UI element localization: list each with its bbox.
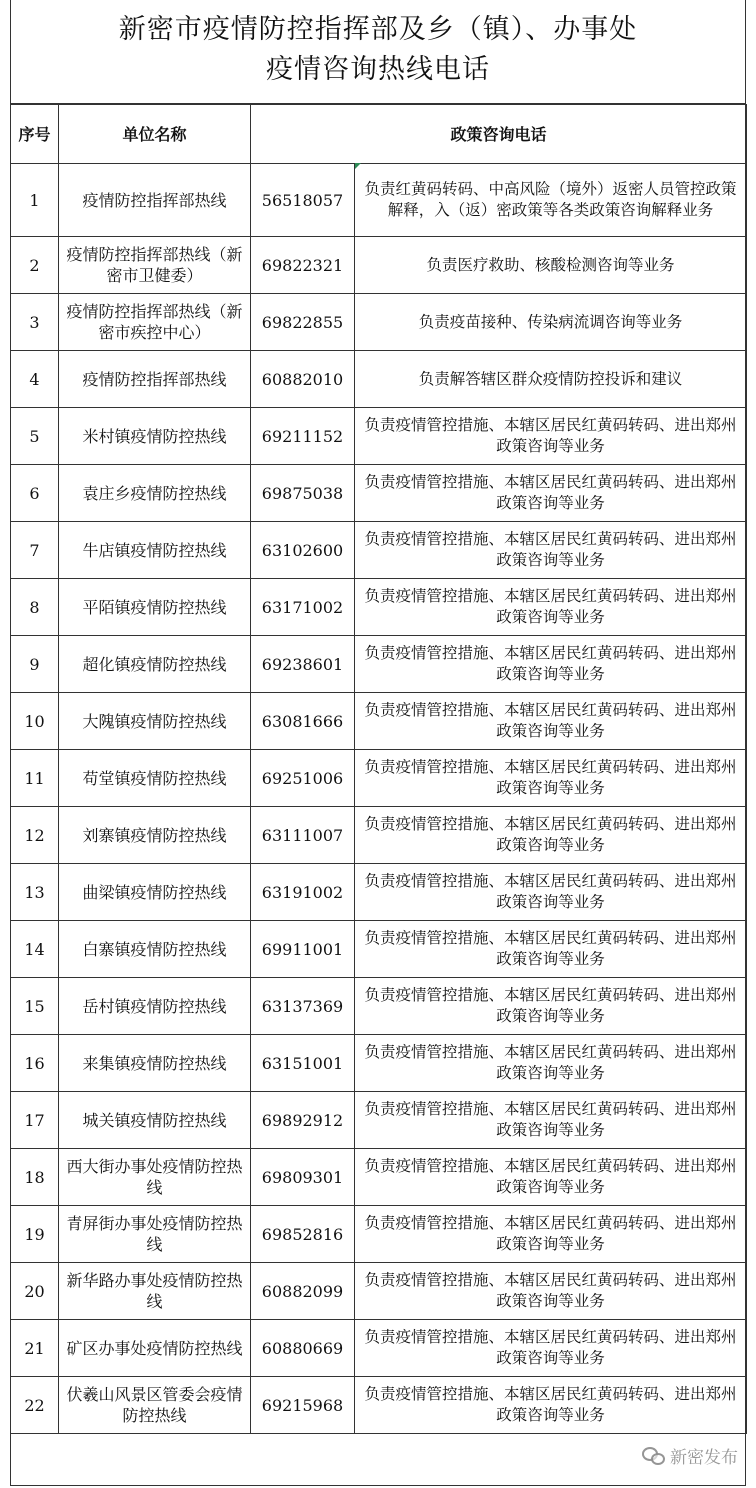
cell-policy: 负责医疗救助、核酸检测咨询等业务: [355, 237, 747, 294]
table-row: [11, 164, 747, 237]
cell-policy: 负责红黄码转码、中高风险（境外）返密人员管控政策解释，入（返）密政策等各类政策咨询解释业务: [355, 164, 747, 237]
cell-phone: 63151001: [251, 1035, 355, 1092]
table-row: [11, 294, 747, 351]
cell-phone: 60882010: [251, 351, 355, 408]
cell-policy: 负责解答辖区群众疫情防控投诉和建议: [355, 351, 747, 408]
cell-unit: 岳村镇疫情防控热线: [59, 978, 251, 1035]
cell-policy: 负责疫情管控措施、本辖区居民红黄码转码、进出郑州政策咨询等业务: [355, 1149, 747, 1206]
cell-seq: 10: [11, 693, 59, 750]
cell-policy: 负责疫情管控措施、本辖区居民红黄码转码、进出郑州政策咨询等业务: [355, 1092, 747, 1149]
cell-policy: 负责疫情管控措施、本辖区居民红黄码转码、进出郑州政策咨询等业务: [355, 693, 747, 750]
header-phone-policy: 政策咨询电话: [251, 105, 747, 164]
cell-phone: 63137369: [251, 978, 355, 1035]
cell-seq: 22: [11, 1377, 59, 1434]
cell-phone: 60882099: [251, 1263, 355, 1320]
cell-phone: 63102600: [251, 522, 355, 579]
hotline-table: [10, 104, 747, 1434]
cell-unit: 来集镇疫情防控热线: [59, 1035, 251, 1092]
cell-policy: 负责疫情管控措施、本辖区居民红黄码转码、进出郑州政策咨询等业务: [355, 1206, 747, 1263]
cell-seq: 21: [11, 1320, 59, 1377]
hotline-sheet: [10, 0, 746, 1486]
cell-seq: 7: [11, 522, 59, 579]
table-row: [11, 1206, 747, 1263]
table-row: [11, 921, 747, 978]
cell-marker: [355, 163, 361, 169]
table-row: [11, 750, 747, 807]
cell-unit: 城关镇疫情防控热线: [59, 1092, 251, 1149]
cell-seq: 15: [11, 978, 59, 1035]
cell-policy: 负责疫情管控措施、本辖区居民红黄码转码、进出郑州政策咨询等业务: [355, 465, 747, 522]
cell-policy: 负责疫情管控措施、本辖区居民红黄码转码、进出郑州政策咨询等业务: [355, 579, 747, 636]
wechat-icon: [642, 1447, 664, 1465]
header-seq: 序号: [11, 105, 59, 164]
cell-seq: 19: [11, 1206, 59, 1263]
cell-unit: 疫情防控指挥部热线: [59, 351, 251, 408]
cell-seq: 13: [11, 864, 59, 921]
cell-seq: 16: [11, 1035, 59, 1092]
cell-unit: 疫情防控指挥部热线（新密市卫健委）: [59, 237, 251, 294]
table-row: [11, 1320, 747, 1377]
cell-unit: 疫情防控指挥部热线（新密市疾控中心）: [59, 294, 251, 351]
cell-phone: 69822321: [251, 237, 355, 294]
cell-unit: 矿区办事处疫情防控热线: [59, 1320, 251, 1377]
cell-seq: 17: [11, 1092, 59, 1149]
table-row: [11, 579, 747, 636]
cell-seq: 8: [11, 579, 59, 636]
table-row: [11, 807, 747, 864]
cell-unit: 刘寨镇疫情防控热线: [59, 807, 251, 864]
table-body: [11, 164, 747, 1434]
cell-phone: 69822855: [251, 294, 355, 351]
table-row: [11, 1263, 747, 1320]
cell-policy: 负责疫情管控措施、本辖区居民红黄码转码、进出郑州政策咨询等业务: [355, 864, 747, 921]
table-row: [11, 693, 747, 750]
cell-policy: 负责疫情管控措施、本辖区居民红黄码转码、进出郑州政策咨询等业务: [355, 807, 747, 864]
cell-unit: 牛店镇疫情防控热线: [59, 522, 251, 579]
cell-phone: 69852816: [251, 1206, 355, 1263]
cell-seq: 4: [11, 351, 59, 408]
cell-seq: 5: [11, 408, 59, 465]
table-row: [11, 636, 747, 693]
title-line-1: 新密市疫情防控指挥部及乡（镇）、办事处: [118, 14, 638, 45]
cell-unit: 袁庄乡疫情防控热线: [59, 465, 251, 522]
document-title: [11, 0, 745, 104]
cell-phone: 69875038: [251, 465, 355, 522]
cell-seq: 14: [11, 921, 59, 978]
cell-phone: 69215968: [251, 1377, 355, 1434]
cell-phone: 69251006: [251, 750, 355, 807]
cell-seq: 3: [11, 294, 59, 351]
table-row: [11, 237, 747, 294]
cell-seq: 20: [11, 1263, 59, 1320]
cell-phone: 60880669: [251, 1320, 355, 1377]
cell-unit: 大隗镇疫情防控热线: [59, 693, 251, 750]
watermark-text: 新密发布: [670, 1448, 738, 1467]
table-row: [11, 1035, 747, 1092]
table-row: [11, 1377, 747, 1434]
title-line-2: 疫情咨询热线电话: [266, 54, 490, 85]
cell-phone: 69809301: [251, 1149, 355, 1206]
cell-phone: 63081666: [251, 693, 355, 750]
header-unit: 单位名称: [59, 105, 251, 164]
cell-policy: 负责疫情管控措施、本辖区居民红黄码转码、进出郑州政策咨询等业务: [355, 522, 747, 579]
cell-seq: 11: [11, 750, 59, 807]
cell-unit: 米村镇疫情防控热线: [59, 408, 251, 465]
cell-policy: 负责疫情管控措施、本辖区居民红黄码转码、进出郑州政策咨询等业务: [355, 1263, 747, 1320]
cell-policy: 负责疫情管控措施、本辖区居民红黄码转码、进出郑州政策咨询等业务: [355, 636, 747, 693]
cell-phone: 69911001: [251, 921, 355, 978]
cell-policy: 负责疫情管控措施、本辖区居民红黄码转码、进出郑州政策咨询等业务: [355, 750, 747, 807]
cell-unit: 青屏街办事处疫情防控热线: [59, 1206, 251, 1263]
cell-seq: 12: [11, 807, 59, 864]
cell-unit: 疫情防控指挥部热线: [59, 164, 251, 237]
cell-unit: 超化镇疫情防控热线: [59, 636, 251, 693]
cell-unit: 新华路办事处疫情防控热线: [59, 1263, 251, 1320]
cell-phone: 63171002: [251, 579, 355, 636]
cell-phone: 69892912: [251, 1092, 355, 1149]
watermark: [642, 1443, 738, 1468]
cell-seq: 1: [11, 164, 59, 237]
cell-policy: 负责疫情管控措施、本辖区居民红黄码转码、进出郑州政策咨询等业务: [355, 978, 747, 1035]
cell-phone: 56518057: [251, 164, 355, 237]
table-row: [11, 1149, 747, 1206]
cell-policy: 负责疫情管控措施、本辖区居民红黄码转码、进出郑州政策咨询等业务: [355, 1377, 747, 1434]
cell-seq: 2: [11, 237, 59, 294]
cell-seq: 6: [11, 465, 59, 522]
cell-phone: 69211152: [251, 408, 355, 465]
cell-phone: 63191002: [251, 864, 355, 921]
cell-seq: 9: [11, 636, 59, 693]
cell-unit: 曲梁镇疫情防控热线: [59, 864, 251, 921]
cell-policy: 负责疫情管控措施、本辖区居民红黄码转码、进出郑州政策咨询等业务: [355, 1035, 747, 1092]
table-row: [11, 1092, 747, 1149]
cell-unit: 西大街办事处疫情防控热线: [59, 1149, 251, 1206]
table-row: [11, 864, 747, 921]
table-row: [11, 978, 747, 1035]
table-row: [11, 351, 747, 408]
cell-unit: 伏羲山风景区管委会疫情防控热线: [59, 1377, 251, 1434]
cell-policy: 负责疫苗接种、传染病流调咨询等业务: [355, 294, 747, 351]
cell-unit: 平陌镇疫情防控热线: [59, 579, 251, 636]
table-row: [11, 408, 747, 465]
cell-policy: 负责疫情管控措施、本辖区居民红黄码转码、进出郑州政策咨询等业务: [355, 408, 747, 465]
cell-phone: 63111007: [251, 807, 355, 864]
table-row: [11, 522, 747, 579]
table-header-row: [11, 105, 747, 164]
cell-unit: 白寨镇疫情防控热线: [59, 921, 251, 978]
cell-unit: 苟堂镇疫情防控热线: [59, 750, 251, 807]
cell-phone: 69238601: [251, 636, 355, 693]
cell-seq: 18: [11, 1149, 59, 1206]
cell-policy: 负责疫情管控措施、本辖区居民红黄码转码、进出郑州政策咨询等业务: [355, 921, 747, 978]
cell-policy: 负责疫情管控措施、本辖区居民红黄码转码、进出郑州政策咨询等业务: [355, 1320, 747, 1377]
table-row: [11, 465, 747, 522]
